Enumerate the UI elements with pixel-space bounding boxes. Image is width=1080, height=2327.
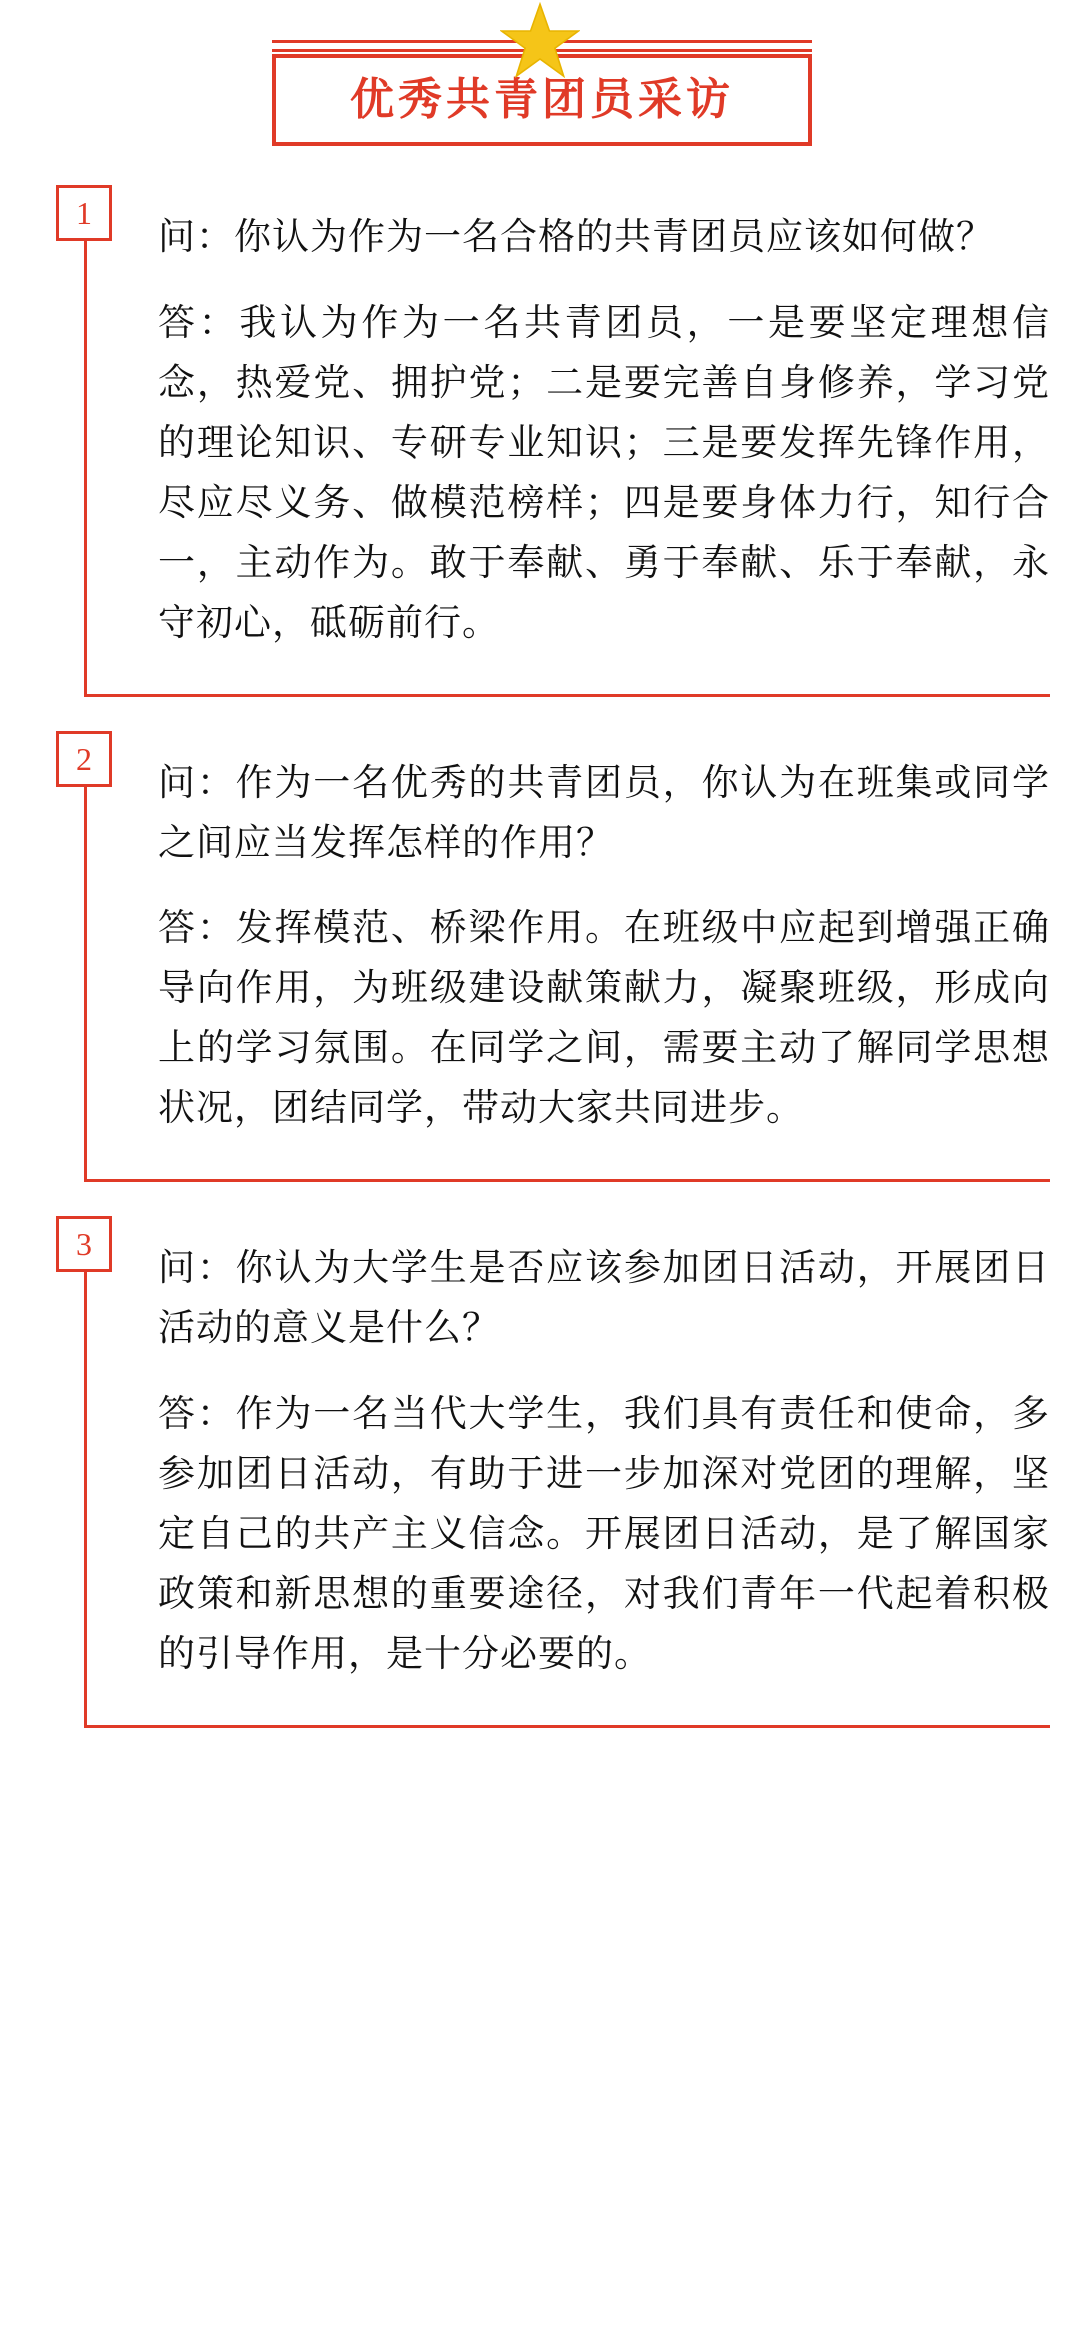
qa-bottom-rail: [84, 1179, 1050, 1182]
document-header: [0, 0, 1080, 185]
qa-left-rail: [84, 757, 87, 1183]
qa-question: 问：你认为作为一名合格的共青团员应该如何做？: [158, 216, 994, 257]
qa-body: [86, 731, 1050, 1183]
qa-question: 问：作为一名优秀的共青团员，你认为在班集或同学之间应当发挥怎样的作用？: [158, 761, 1050, 863]
star-icon: [500, 2, 580, 80]
qa-answer: 答：发挥模范、桥梁作用。在班级中应起到增强正确导向作用，为班级建设献策献力，凝聚班级，形成向上的学习氛围。在同学之间，需要主动了解同学思想状况，团结同学，带动大家共同进步。: [158, 907, 1050, 1129]
qa-question: 问：你认为大学生是否应该参加团日活动，开展团日活动的意义是什么？: [158, 1247, 1050, 1349]
qa-item: [0, 185, 1080, 697]
page-title-text: 优秀共青团员采访: [350, 75, 734, 124]
qa-number-badge: [56, 185, 112, 241]
qa-number: 2: [76, 740, 92, 777]
qa-item: [0, 1216, 1080, 1728]
qa-left-rail: [84, 211, 87, 697]
qa-number-badge: [56, 731, 112, 787]
qa-left-rail: [84, 1242, 87, 1728]
qa-number: 3: [76, 1226, 92, 1263]
qa-body: [86, 1216, 1050, 1728]
qa-answer: 答：作为一名当代大学生，我们具有责任和使命，多参加团日活动，有助于进一步加深对党团的理解，坚定自己的共产主义信念。开展团日活动，是了解国家政策和新思想的重要途径，对我们青年一代起着积极的引导作用，是十分必要的。: [158, 1393, 1050, 1674]
qa-number: 1: [76, 195, 92, 231]
qa-number-badge: [56, 1216, 112, 1272]
qa-item: [0, 731, 1080, 1183]
qa-list: [0, 185, 1080, 1768]
qa-body: [86, 185, 1050, 697]
qa-bottom-rail: [84, 1725, 1050, 1728]
qa-bottom-rail: [84, 694, 1050, 697]
qa-answer: 答：我认为作为一名共青团员，一是要坚定理想信念，热爱党、拥护党；二是要完善自身修养，学习党的理论知识、专研专业知识；三是要发挥先锋作用，尽应尽义务、做模范榜样；四是要身体力行，知行合一，主动作为。敢于奉献、勇于奉献、乐于奉献，永守初心，砥砺前行。: [158, 301, 1050, 643]
